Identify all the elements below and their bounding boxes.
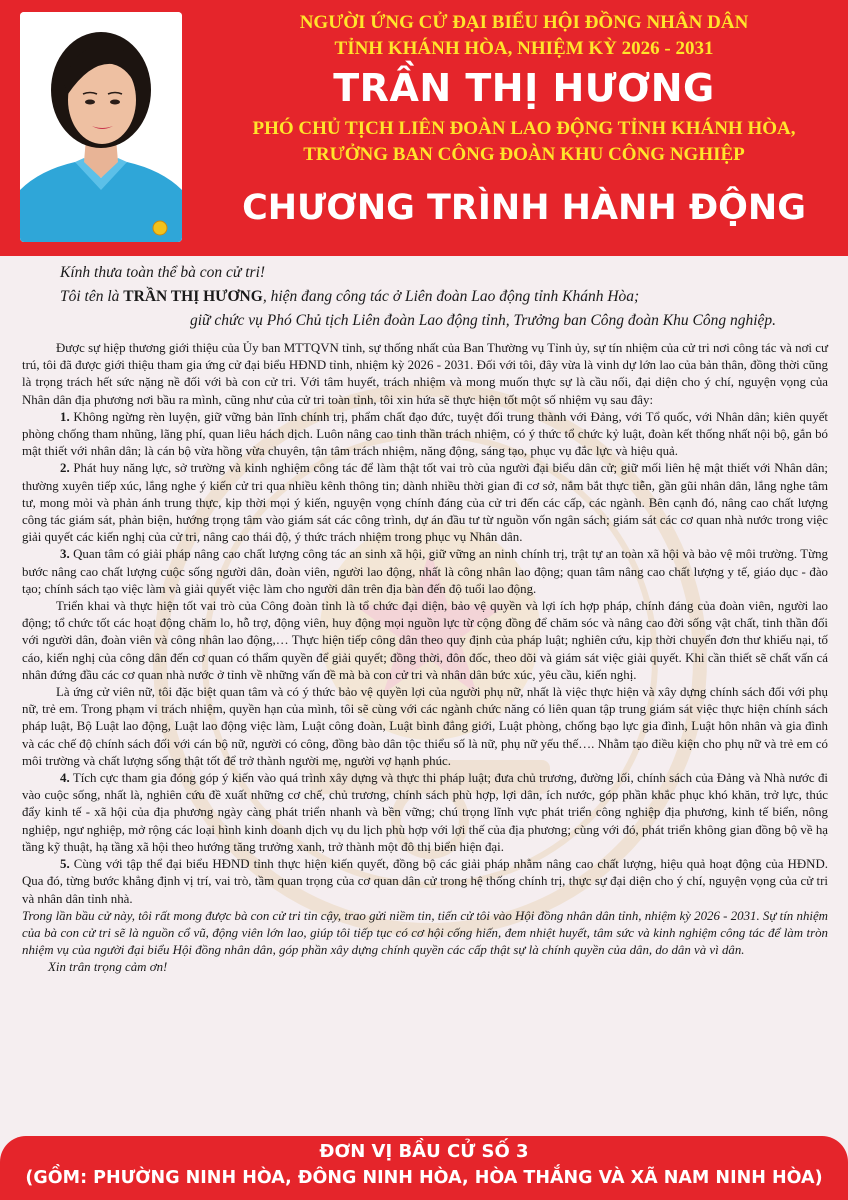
body-content — [22, 340, 828, 977]
intro-name: TRẦN THỊ HƯƠNG — [123, 288, 263, 305]
task-item-3-continued: Triển khai và thực hiện tốt vai trò của Công đoàn tỉnh là tổ chức đại diện, bảo vệ quyền và lợi ích hợp pháp, chính đáng của đoàn viên, người lao động; tổ chức tốt các hoạt động chăm lo, hỗ trợ, động viên, huy động mọi nguồn lực từ cộng đồng để chăm sóc và nâng cao đời sống vật chất, tinh thần đối với người dân, đoàn viên và công nhân lao động,… Thực hiện tiếp công dân theo quy định của pháp luật; nghiên cứu, kịp thời chuyển đơn thư khiếu nại, tố cáo, kiến nghị của công dân đến cơ quan có thẩm quyền để giải quyết; đồng thời, đôn đốc, theo dõi và giám sát việc giải quyết. Khi cần thiết sẽ chất vấn cá nhân đứng đầu các cơ quan nhà nước ở tỉnh về những vấn đề mà bà con cử tri và nhân dân bức xúc, yêu cầu, kiến nghị. — [22, 599, 828, 682]
task-text: Không ngừng rèn luyện, giữ vững bản lĩnh chính trị, phẩm chất đạo đức, tuyệt đối trung thành với Đảng, với Tổ quốc, với Nhân dân; kiên quyết phòng chống tham nhũng, lãng phí, quan liêu hách dịch. Luôn nâng cao tinh thần trách nhiệm, có ý thức tổ chức kỷ luật, đoàn kết thống nhất nội bộ, gắn bó mật thiết với nhân dân; là cán bộ vừa hồng vừa chuyên, tận tâm trách nhiệm, năng động, sáng tạo, phục vụ đắc lực và hiệu quả. — [22, 409, 828, 459]
electoral-unit-areas: (GỒM: PHƯỜNG NINH HÒA, ĐÔNG NINH HÒA, HÒA THẮNG VÀ XÃ NAM NINH HÒA) — [25, 1168, 823, 1188]
candidate-portrait — [20, 12, 182, 242]
task-number: 1. — [60, 409, 70, 424]
intro-line2: giữ chức vụ Phó Chủ tịch Liên đoàn Lao động tỉnh, Trưởng ban Công đoàn Khu Công nghiệp. — [190, 312, 777, 329]
intro-line1-rest: , hiện đang công tác ở Liên đoàn Lao động tỉnh Khánh Hòa; — [262, 288, 640, 305]
task-text: Quan tâm có giải pháp nâng cao chất lượng công tác an sinh xã hội, giữ vững an ninh chính trị, trật tự an toàn xã hội và bảo vệ môi trường. Từng bước nâng cao chất lượng cuộc sống người dân, đoàn viên, người lao động, nhất là công nhân lao động; quan tâm nâng cao chất lượng y tế, giáo dục - đào tạo; chính sách tạo việc làm và giải quyết việc làm cho người dân trên địa bàn đến độ tuổi lao động. — [22, 547, 828, 596]
greeting: Kính thưa toàn thể bà con cử tri! — [60, 264, 266, 281]
header-title-line1: NGƯỜI ỨNG CỬ ĐẠI BIỂU HỘI ĐỒNG NHÂN DÂN — [299, 12, 749, 33]
task-number: 5. — [60, 857, 70, 872]
candidate-position-line2: TRƯỞNG BAN CÔNG ĐOÀN KHU CÔNG NGHIỆP — [303, 144, 745, 165]
task-number: 4. — [60, 771, 70, 786]
task-item-5 — [22, 856, 828, 908]
task-text: Cùng với tập thể đại biểu HĐND tỉnh thực hiện kiến quyết, đồng bộ các giải pháp nhằm nâng cao chất lượng, hiệu quả hoạt động của HĐND. Qua đó, từng bước khẳng định vị trí, vai trò, tầm quan trọng của cơ quan dân cử trong hệ thống chính trị, thực sự đại diện cho ý chí, nguyện vọng của cử tri và nhân dân tỉnh nhà. — [22, 857, 828, 906]
header-title-line2: TỈNH KHÁNH HÒA, NHIỆM KỲ 2026 - 2031 — [334, 38, 714, 59]
task-number: 3. — [60, 547, 70, 562]
closing-paragraph: Trong lần bầu cử này, tôi rất mong được bà con cử tri tin cậy, trao gửi niềm tin, tiến cử tôi vào Hội đồng nhân dân tỉnh, nhiệm kỳ 2026 - 2031. Sự tín nhiệm của bà con cử tri sẽ là nguồn cổ vũ, động viên lớn lao, giúp tôi tiếp tục có cơ hội cống hiến, đem nhiệt huyết, tâm sức và kinh nghiệm công tác để làm tròn nhiệm vụ của người đại biểu Hội đồng nhân dân, góp phần xây dựng chính quyền các cấp thật sự là chính quyền của dân, do dân và vì dân. — [22, 908, 828, 958]
opening-paragraph: Được sự hiệp thương giới thiệu của Ủy ban MTTQVN tỉnh, sự thống nhất của Ban Thường vụ Tỉnh ủy, sự tín nhiệm của cử tri nơi công tác và nơi cư trú, tôi đã được giới thiệu tham gia ứng cử đại biểu HĐND tỉnh, nhiệm kỳ 2026 - 2031. Đối với tôi, đây vừa là vinh dự lớn lao của bản thân, đồng thời cũng là trọng trách hết sức nặng nề đối với bà con cử tri. Với tâm huyết, trách nhiệm và mong muốn thực sự là cầu nối, đại diện cho ý chí, nguyện vọng của Nhân dân địa phương nơi bầu ra mình, cũng như của cử tri toàn tỉnh, tôi xin hứa sẽ thực hiện tốt một số nhiệm vụ sau đây: — [22, 341, 828, 407]
candidate-name: TRẦN THỊ HƯƠNG — [333, 66, 715, 110]
candidate-position-line1: PHÓ CHỦ TỊCH LIÊN ĐOÀN LAO ĐỘNG TỈNH KHÁNH HÒA, — [252, 118, 796, 139]
task-item-4 — [22, 770, 828, 856]
task-item-1 — [22, 409, 828, 461]
task-item-3-women: Là ứng cử viên nữ, tôi đặc biệt quan tâm và có ý thức bảo vệ quyền lợi của người phụ nữ, nhất là việc thực hiện và xây dựng chính sách đối với phụ nữ, trẻ em. Trong phạm vi trách nhiệm, quyền hạn của mình, tôi sẽ cùng với các ngành chức năng có liên quan tập trung giám sát việc thực hiện chính sách pháp luật, Bộ Luật lao động, Luật lao động việc làm, Luật công đoàn, Luật bình đẳng giới, Luật phòng, chống bạo lực gia đình, Luật hôn nhân và gia đình và các chế độ chính sách đối với cán bộ nữ, người có công, đồng bào dân tộc thiểu số là nữ, phụ nữ yếu thế…. Nhằm tạo điều kiện cho phụ nữ và trẻ em có môi trường và chất lượng sống thật tốt để trở thành người mẹ, người vợ hạnh phúc. — [22, 685, 828, 768]
task-text: Phát huy năng lực, sở trường và kinh nghiệm công tác để làm thật tốt vai trò của người đại biểu dân cử; giữ mối liên hệ mật thiết với Nhân dân; thường xuyên tiếp xúc, lắng nghe ý kiến cử tri qua nhiều kênh thông tin; dành nhiều thời gian đi cơ sở, nắm bắt thực tiễn, gần gũi nhân dân, lắng nghe tâm tư, mong mỏi và phản ánh trung thực, kịp thời mọi ý kiến, nguyện vọng chính đáng của cử tri đến các cấp, các ngành. Bên cạnh đó, nâng cao chất lượng công tác giám sát, phản biện, hướng trọng tâm vào giám sát các công trình, dự án đầu tư từ nguồn vốn ngân sách; giám sát các cơ quan nhà nước trong việc giải quyết các kiến nghị của cử tri, nâng cao thái độ, ý thức trách nhiệm trong phục vụ Nhân dân. — [22, 461, 828, 545]
intro-prefix: Tôi tên là — [60, 288, 124, 305]
electoral-unit-title: ĐƠN VỊ BẦU CỬ SỐ 3 — [319, 1141, 529, 1162]
task-text: Tích cực tham gia đóng góp ý kiến vào quá trình xây dựng và thực thi pháp luật; đưa chủ trương, đường lối, chính sách của Đảng và Nhà nước đi vào cuộc sống, nhất là, nghiên cứu đề xuất những cơ chế, chủ trương, chính sách phù hợp, lợi dân, ích nước, góp phần khắc phục khó khăn, trở lực, thúc đẩy kinh tế - xã hội của địa phương ngày càng phát triển nhanh và bền vững; chú trọng lĩnh vực phát triển công nghiệp địa phương, kinh tế biển, nông nghiệp, ngư nghiệp, mở rộng các loại hình kinh doanh dịch vụ du lịch phù hợp với lợi thế của địa phương; cùng với đó, phát triển không gian đồng bộ về hạ tầng kỹ thuật, hạ tầng xã hội theo hướng tăng trưởng xanh, trở thành một đô thị biển hiện đại. — [22, 771, 828, 854]
program-title: CHƯƠNG TRÌNH HÀNH ĐỘNG — [242, 188, 806, 228]
task-number: 2. — [60, 461, 70, 476]
intro-line1 — [60, 288, 639, 306]
thanks-line: Xin trân trọng cảm ơn! — [48, 960, 168, 975]
task-item-3 — [22, 546, 828, 598]
task-item-2 — [22, 460, 828, 546]
